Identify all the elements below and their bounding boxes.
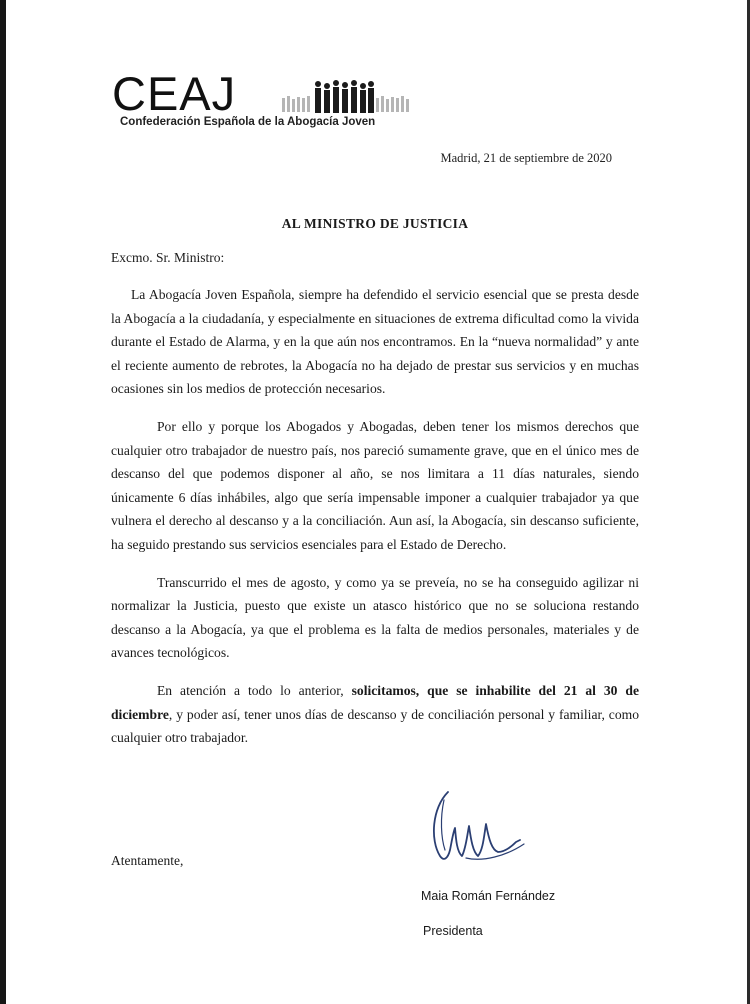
paragraph-4-request: solicitamos, que se inhabilite del 21 al 30 de diciembre: [111, 682, 639, 722]
logo-wordmark: CEAJ: [112, 67, 237, 120]
paragraph-4: [111, 679, 639, 750]
paragraph-4-end: , y poder así, tener unos días de descanso y de conciliación personal y familiar, como cualquier otro trabajador.: [111, 706, 639, 746]
handwritten-signature: [428, 778, 533, 868]
logo-tagline: Confederación Española de la Abogacía Joven: [120, 116, 376, 128]
closing-line: Atentamente,: [111, 853, 184, 868]
letter-body: [111, 283, 639, 764]
paragraph-4-start: En atención a todo lo anterior,: [157, 682, 352, 698]
logo-people-silhouettes-icon: [280, 80, 412, 114]
salutation: Excmo. Sr. Ministro:: [111, 250, 225, 265]
ceaj-logo: [112, 67, 412, 136]
page-edge-left: [0, 0, 6, 1004]
recipient-heading: AL MINISTRO DE JUSTICIA: [281, 216, 469, 231]
paragraph-1: La Abogacía Joven Española, siempre ha defendido el servicio esencial que se presta desde la Abogacía a la ciudadanía, y especialmente en situaciones de extrema dificultad como la vivida durante el Estado de Alarma, y en la que aún nos encontramos. En la “nueva normalidad” y ante el reciente aumento de rebrotes, la Abogacía no ha dejado de prestar sus servicios y en muchas ocasiones sin los medios de protección necesarios.: [111, 287, 639, 397]
signer-name: Maia Román Fernández: [421, 889, 556, 903]
date-line: Madrid, 21 de septiembre de 2020: [440, 151, 612, 165]
signer-role: Presidenta: [423, 924, 483, 938]
paragraph-2: Por ello y porque los Abogados y Abogadas, deben tener los mismos derechos que cualquier otro trabajador de nuestro país, nos pareció sumamente grave, que en el único mes de descanso del que podemos disponer al año, se nos limitara a 11 días naturales, siendo únicamente 6 días inhábiles, algo que sería impensable imponer a cualquier trabajador ya que vulnera el derecho al descanso y a la conciliación. Aun así, la Abogacía, sin descanso suficiente, ha seguido prestando sus servicios esenciales para el Estado de Derecho.: [111, 418, 639, 552]
paragraph-3: Transcurrido el mes de agosto, y como ya se preveía, no se ha conseguido agilizar ni normalizar la Justicia, puesto que existe un atasco histórico que no se soluciona restando descanso a la Abogacía, ya que el problema es la falta de medios personales, materiales y de avances tecnológicos.: [111, 574, 639, 661]
